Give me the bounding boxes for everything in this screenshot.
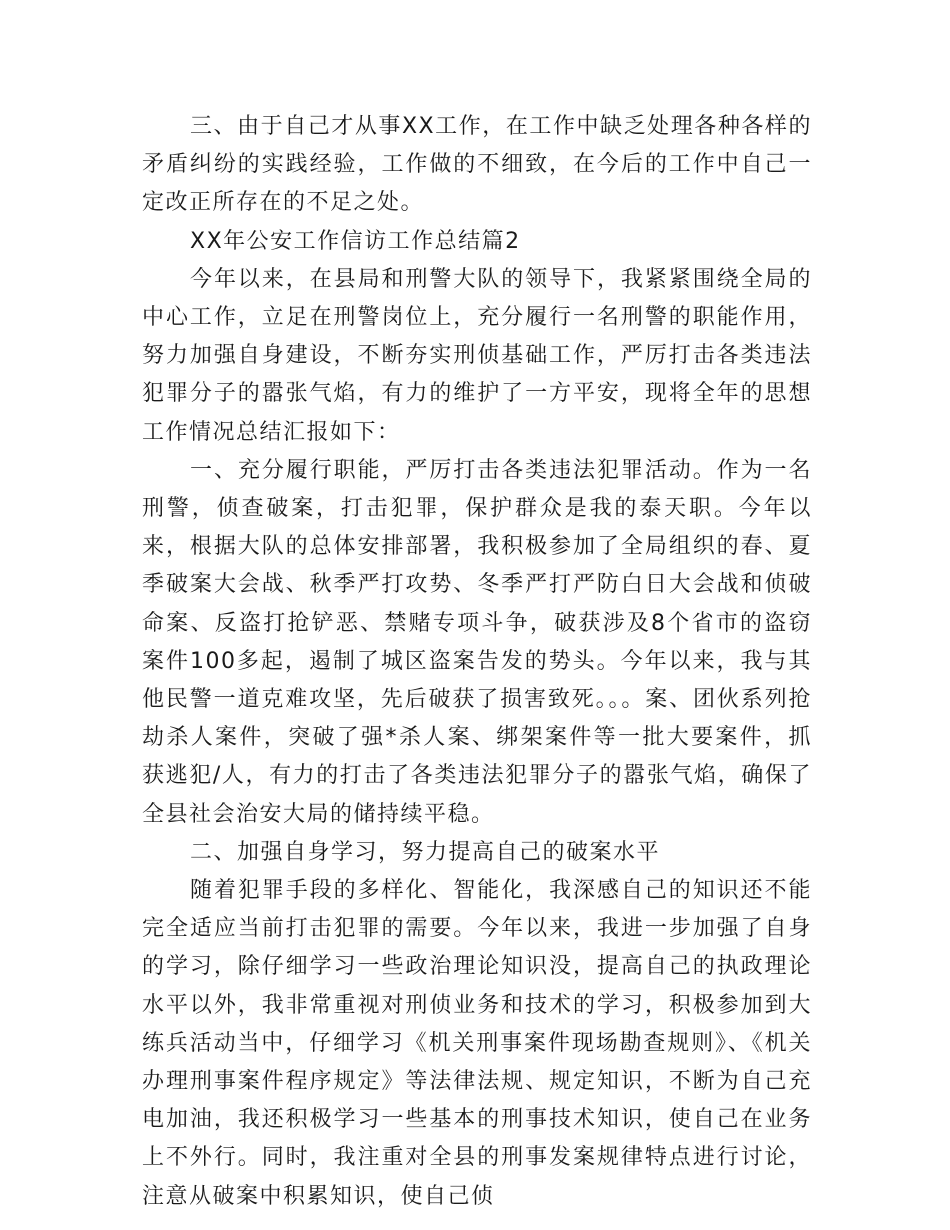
paragraph-conclusion-point-3: 三、由于自己才从事XX工作，在工作中缺乏处理各种各样的矛盾纠纷的实践经验，工作做的不细致，在今后的工作中自己一定改正所存在的不足之处。 [142,114,812,216]
paragraph-point-1: 一、充分履行职能，严厉打击各类违法犯罪活动。作为一名刑警，侦查破案，打击犯罪，保护群众是我的泰天职。今年以来，根据大队的总体安排部署，我积极参加了全局组织的春、夏季破案大会战、秋季严打攻势、冬季严打严防白日大会战和侦破命案、反盗打抢铲恶、禁赌专项斗争，破获涉及8个省市的盗窃案件100多起，遏制了城区盗案告发的势头。今年以来，我与其他民警一道克难攻坚，先后破获了损害致死。。。案、团伙系列抢劫杀人案件，突破了强*杀人案、绑架案件等一批大要案件，抓获逃犯/人，有力的打击了各类违法犯罪分子的嚣张气焰，确保了全县社会治安大局的储持续平稳。 [142,457,812,827]
document-body [142,108,812,1216]
paragraph-point-2-heading: 二、加强自身学习，努力提高自己的破案水平 [190,839,661,865]
section-heading: XX年公安工作信访工作总结篇2 [190,228,521,254]
paragraph-intro: 今年以来，在县局和刑警大队的领导下，我紧紧围绕全局的中心工作，立足在刑警岗位上，充分履行一名刑警的职能作用，努力加强自身建设，不断夯实刑侦基础工作，严厉打击各类违法犯罪分子的嚣张气焰，有力的维护了一方平安，现将全年的思想工作情况总结汇报如下： [142,266,812,445]
paragraph-point-2-body: 随着犯罪手段的多样化、智能化，我深感自己的知识还不能完全适应当前打击犯罪的需要。今年以来，我进一步加强了自身的学习，除仔细学习一些政治理论知识没，提高自己的执政理论水平以外，我非常重视对刑侦业务和技术的学习，积极参加到大练兵活动当中，仔细学习《机关刑事案件现场勘查规则》、《机关办理刑事案件程序规定》等法律法规、规定知识，不断为自己充电加油，我还积极学习一些基本的刑事技术知识，使自己在业务上不外行。同时，我注重对全县的刑事发案规律特点进行讨论，注意从破案中积累知识，使自己侦 [142,878,812,1209]
